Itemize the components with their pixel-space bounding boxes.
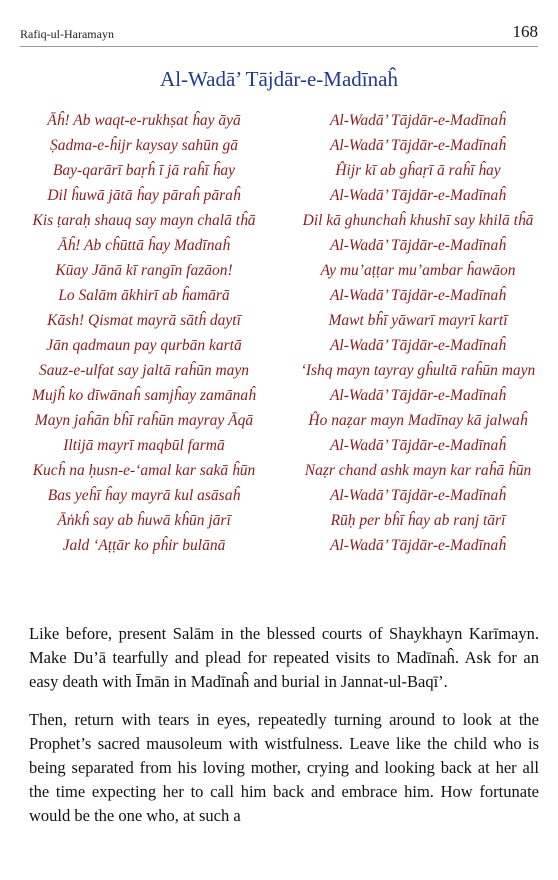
page-header [20,22,538,47]
verse-right: Ay mu’aṭṭar mu’ambar ĥawāon [320,261,516,279]
verse-right: Ĥijr kī ab gĥaṛī ā raĥī ĥay [335,161,501,179]
verse-row [0,183,558,208]
verse-right: Al-Wadā’ Tājdār-e-Madīnaĥ [329,486,507,504]
verse-row [0,408,558,433]
verse-left: Āṅkĥ say ab ĥuwā kĥūn jārī [57,511,231,529]
verse-left: Dil ĥuwā jātā ĥay pāraĥ pāraĥ [47,186,241,204]
verse-right: Al-Wadā’ Tājdār-e-Madīnaĥ [329,236,507,254]
verse-right: Al-Wadā’ Tājdār-e-Madīnaĥ [329,286,507,304]
verse-row [0,433,558,458]
verse-row [0,508,558,533]
verse-right: Naẓr chand ashk mayn kar raĥā ĥūn [304,461,532,479]
verse-row [0,358,558,383]
verse-row [0,258,558,283]
verse-right: Al-Wadā’ Tājdār-e-Madīnaĥ [329,436,507,454]
verse-left: Kūay Jānā kī rangīn fazāon! [55,261,233,279]
verse-right: Al-Wadā’ Tājdār-e-Madīnaĥ [329,536,507,554]
verse-right: ‘Ishq mayn tayray gĥultā raĥūn mayn [300,361,536,379]
verse-left: Ṣadma-e-ĥijr kaysay sahūn gā [49,136,239,154]
poem-title: Al-Wadā’ Tājdār-e-Madīnaĥ [160,67,398,91]
running-title: Rafiq-ul-Haramayn [20,27,114,41]
poem-body [0,108,558,558]
verse-row [0,158,558,183]
verse-left: Āĥ! Ab cĥūttā ĥay Madīnaĥ [58,236,230,254]
verse-right: Dil kā ghunchaĥ khushī say khilā tĥā [302,211,534,229]
verse-right: Al-Wadā’ Tājdār-e-Madīnaĥ [329,386,507,404]
verse-row [0,208,558,233]
verse-right: Al-Wadā’ Tājdār-e-Madīnaĥ [329,186,507,204]
verse-left: Jald ‘Aṭṭār ko pĥir bulānā [62,536,226,554]
verse-row [0,458,558,483]
verse-left: Kis ṭaraḥ shauq say mayn chalā tĥā [32,211,256,229]
verse-row [0,533,558,558]
verse-left: Kāsh! Qismat mayrā sātĥ daytī [47,311,241,329]
verse-left: Jān qadmaun pay qurbān kartā [46,336,242,354]
verse-row [0,108,558,133]
verse-row [0,133,558,158]
verse-right: Al-Wadā’ Tājdār-e-Madīnaĥ [329,136,507,154]
verse-left: Āĥ! Ab waqt-e-rukhṣat ĥay āyā [47,111,241,129]
verse-right: Al-Wadā’ Tājdār-e-Madīnaĥ [329,111,507,129]
verse-left: Iltijā mayrī maqbūl farmā [63,436,225,454]
verse-row [0,283,558,308]
verse-right: Mawt bĥī yāwarī mayrī kartī [328,311,508,329]
page-number: 168 [512,22,538,41]
verse-row [0,233,558,258]
verse-row [0,308,558,333]
verse-row [0,333,558,358]
verse-left: Lo Salām ākhirī ab ĥamārā [58,286,230,304]
body-text [29,622,539,842]
verse-left: Mujĥ ko dīwānaĥ samjĥay zamānaĥ [32,386,256,404]
verse-left: Bay-qarārī baṛĥ ī jā raĥī ĥay [52,161,236,179]
verse-row [0,383,558,408]
verse-left: Bas yeĥī ĥay mayrā kul asāsaĥ [47,486,241,504]
verse-left: Mayn jaĥān bĥī raĥūn mayray Āqā [34,411,254,429]
paragraph: Then, return with tears in eyes, repeatedly turning around to look at the Prophet’s sacred mausoleum with wistfulness. Leave like the child who is being separated from his loving mother, crying and looking back at her all the time expecting her to call him back and embrace him. How fortunate would be the one who, at such a [29,710,539,825]
verse-left: Kucĥ na ḥusn-e-‘amal kar sakā ĥūn [32,461,256,479]
verse-right: Rūḥ per bĥī ĥay ab ranj tārī [330,511,506,529]
paragraph: Like before, present Salām in the blessed courts of Shaykhayn Karīmayn. Make Du’ā tearfully and plead for repeated visits to Madīnaĥ. Ask for an easy death with Īmān in Madīnaĥ and burial in Jannat-ul-Baqī’. [29,624,539,691]
verse-left: Sauz-e-ulfat say jaltā raĥūn mayn [38,361,250,379]
verse-right: Al-Wadā’ Tājdār-e-Madīnaĥ [329,336,507,354]
verse-right: Ĥo naẓar mayn Madīnay kā jalwaĥ [308,411,528,429]
verse-row [0,483,558,508]
